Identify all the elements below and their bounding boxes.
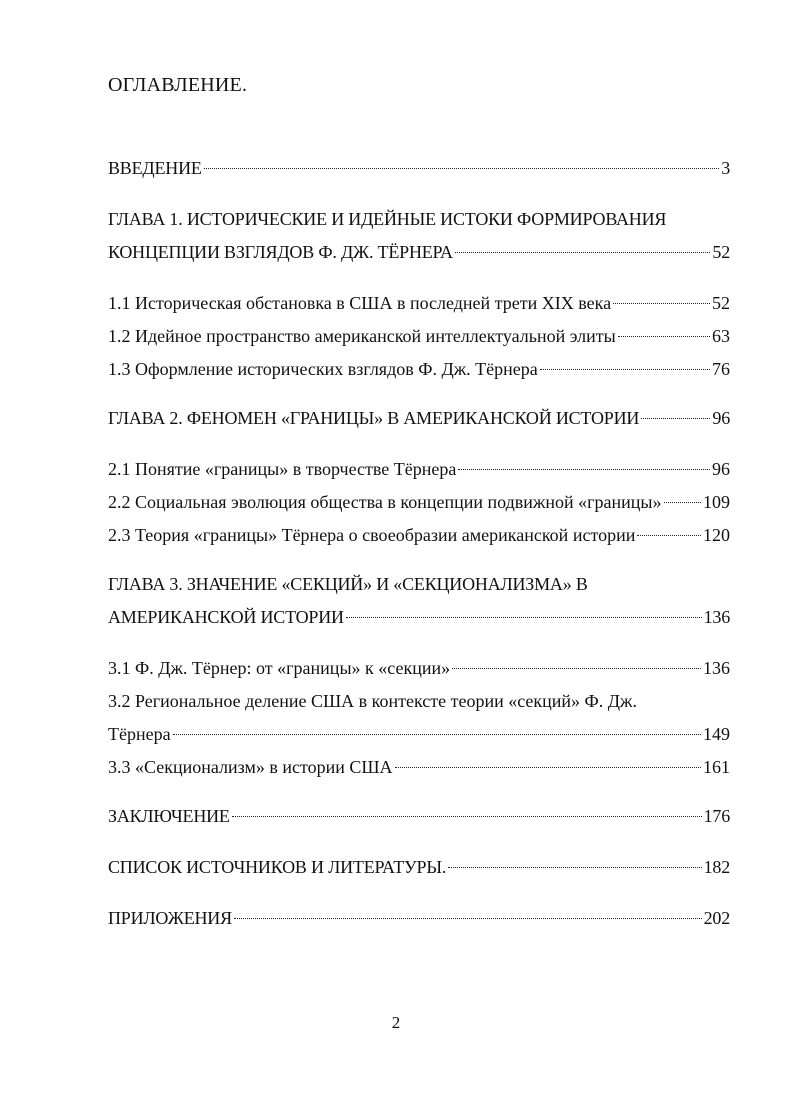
toc-entry-section-2-1[interactable] [108,456,730,482]
toc-entry-label: ГЛАВА 1. ИСТОРИЧЕСКИЕ И ИДЕЙНЫЕ ИСТОКИ ФОРМИРОВАНИЯ [108,209,667,229]
toc-entry-label: ГЛАВА 3. ЗНАЧЕНИЕ «СЕКЦИЙ» И «СЕКЦИОНАЛИЗМА» В [108,574,588,594]
toc-entry-label: СПИСОК ИСТОЧНИКОВ И ЛИТЕРАТУРЫ. [108,857,447,877]
toc-entry-label: 1.1 Историческая обстановка в США в последней трети XIX века [108,293,612,313]
toc-entry-section-3-3[interactable] [108,754,730,780]
dot-leader [618,336,710,337]
toc-entry-page: 76 [712,359,730,379]
toc-entry-chapter-2[interactable] [108,405,730,431]
toc-entry-page: 136 [703,658,730,678]
toc-entry-page: 109 [703,492,730,512]
dot-leader [234,918,702,919]
toc-entry-section-3-2[interactable] [108,721,730,747]
page-number: 2 [391,1013,401,1032]
toc-entry-page: 161 [703,757,730,777]
toc-entry-label: 3.2 Региональное деление США в контексте теории «секций» Ф. Дж. [108,691,637,711]
toc-entry-chapter-1[interactable] [108,239,730,265]
dot-leader [458,469,710,470]
toc-entry-page: 182 [703,857,730,877]
dot-leader [395,767,701,768]
dot-leader [452,668,701,669]
toc-entry-section-1-2[interactable] [108,323,730,349]
toc-entry-page: 176 [703,806,730,826]
toc-entry-bibliography[interactable] [108,854,730,880]
toc-entry-label: 2.1 Понятие «границы» в творчестве Тёрнера [108,459,457,479]
dot-leader [540,369,710,370]
dot-leader [173,734,701,735]
toc-entry-label: 1.3 Оформление исторических взглядов Ф. Дж. Тёрнера [108,359,538,379]
dot-leader [641,418,710,419]
toc-entry-label: ЗАКЛЮЧЕНИЕ [108,806,230,826]
toc-entry-page: 149 [703,724,730,744]
toc-entry-section-3-2-line-1[interactable] [108,688,730,714]
toc-entry-section-3-1[interactable] [108,655,730,681]
toc-entry-page: 3 [721,158,730,178]
toc-entry-section-1-1[interactable] [108,290,730,316]
toc-entry-label: ПРИЛОЖЕНИЯ [108,908,232,928]
toc-entry-page: 52 [712,293,730,313]
toc-entry-chapter-1-line-1[interactable] [108,206,730,232]
dot-leader [613,303,710,304]
toc-entry-chapter-3-line-1[interactable] [108,571,730,597]
dot-leader [346,617,702,618]
toc-entry-label: Тёрнера [108,724,171,744]
dot-leader [637,535,701,536]
toc-entry-label: 3.1 Ф. Дж. Тёрнер: от «границы» к «секции» [108,658,451,678]
toc-entry-page: 120 [703,525,730,545]
dot-leader [448,867,701,868]
dot-leader [664,502,702,503]
dot-leader [232,816,702,817]
toc-entry-label: КОНЦЕПЦИИ ВЗГЛЯДОВ Ф. ДЖ. ТЁРНЕРА [108,242,453,262]
toc-entry-label: 3.3 «Секционализм» в истории США [108,757,393,777]
toc-entry-section-1-3[interactable] [108,356,730,382]
dot-leader [204,168,720,169]
toc-entry-section-2-3[interactable] [108,522,730,548]
toc-entry-label: 2.2 Социальная эволюция общества в концепции подвижной «границы» [108,492,662,512]
toc-entry-label: АМЕРИКАНСКОЙ ИСТОРИИ [108,607,344,627]
toc-entry-label: 1.2 Идейное пространство американской интеллектуальной элиты [108,326,616,346]
toc-entry-label: ГЛАВА 2. ФЕНОМЕН «ГРАНИЦЫ» В АМЕРИКАНСКОЙ ИСТОРИИ [108,408,640,428]
toc-entry-section-2-2[interactable] [108,489,730,515]
toc-entry-page: 136 [703,607,730,627]
page-title: ОГЛАВЛЕНИЕ. [108,74,248,96]
toc-entry-introduction[interactable] [108,155,730,181]
toc-entry-page: 96 [712,408,730,428]
toc-entry-chapter-3[interactable] [108,604,730,630]
toc-entry-page: 52 [712,242,730,262]
toc-entry-conclusion[interactable] [108,803,730,829]
toc-entry-page: 96 [712,459,730,479]
toc-entry-page: 202 [703,908,730,928]
toc-entry-label: 2.3 Теория «границы» Тёрнера о своеобразии американской истории [108,525,636,545]
toc-entry-page: 63 [712,326,730,346]
toc-entry-appendices[interactable] [108,905,730,931]
toc-entry-label: ВВЕДЕНИЕ [108,158,202,178]
dot-leader [455,252,711,253]
